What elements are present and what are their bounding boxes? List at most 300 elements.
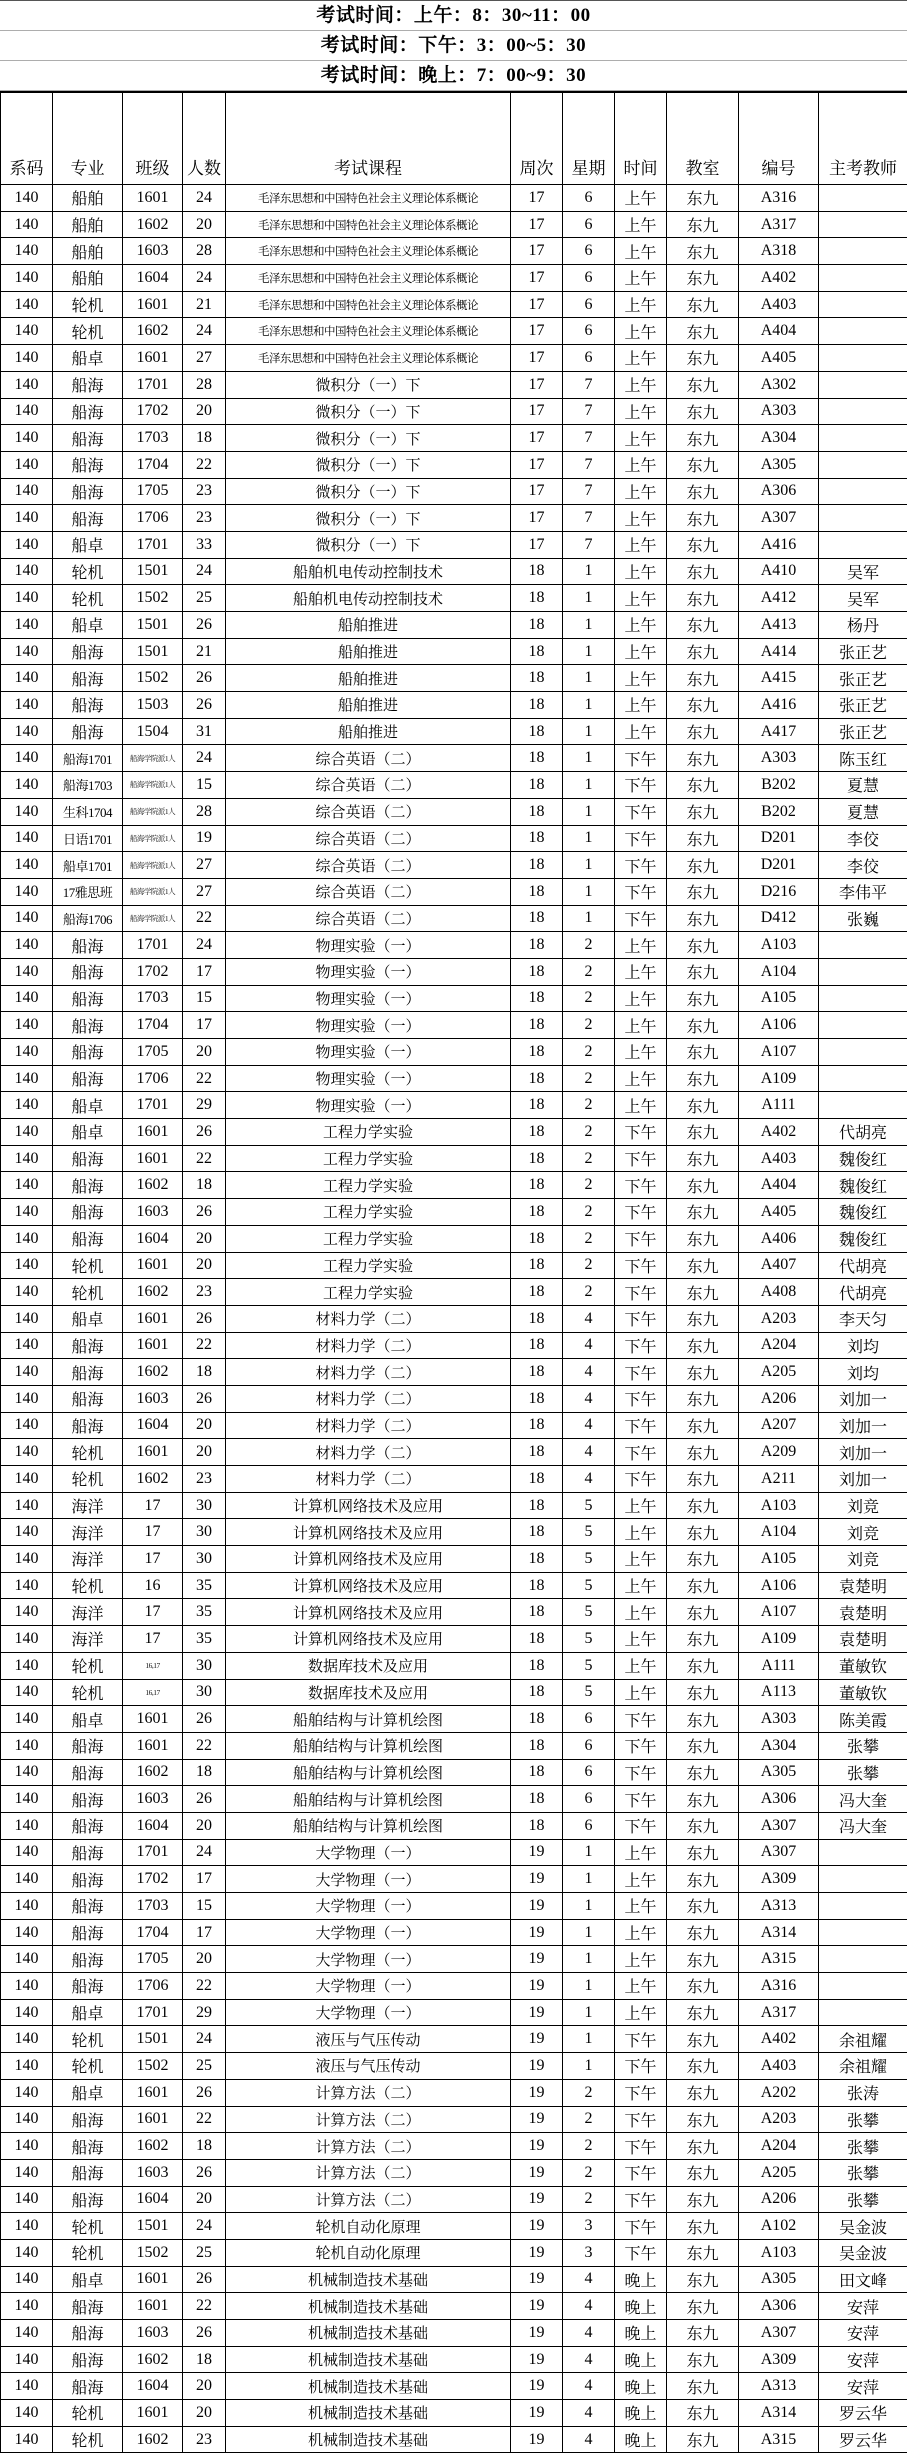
cell-dept-code: 140 [1,1412,53,1439]
cell-class: 1701 [123,1839,183,1866]
cell-time: 上午 [615,318,667,345]
cell-weekday: 5 [563,1519,615,1546]
cell-course: 毛泽东思想和中国特色社会主义理论体系概论 [226,265,511,292]
cell-weekday: 1 [563,692,615,719]
cell-room: 东九 [667,2400,739,2427]
cell-weekday: 7 [563,531,615,558]
cell-room: 东九 [667,798,739,825]
cell-time: 上午 [615,985,667,1012]
cell-teacher: 张攀 [819,2159,907,2186]
table-row [1,238,907,265]
cell-class: 1603 [123,1199,183,1226]
cell-week: 18 [511,1279,563,1306]
cell-week: 18 [511,745,563,772]
cell-time: 下午 [615,1252,667,1279]
cell-weekday: 1 [563,2053,615,2080]
cell-code: A305 [739,1759,819,1786]
cell-week: 18 [511,1439,563,1466]
cell-major: 轮机 [53,2213,123,2240]
cell-major: 船海 [53,425,123,452]
cell-week: 18 [511,1172,563,1199]
cell-time: 晚上 [615,2293,667,2320]
cell-time: 上午 [615,1092,667,1119]
cell-teacher: 魏俊红 [819,1225,907,1252]
cell-major: 船卓 [53,2266,123,2293]
table-row [1,1359,907,1386]
cell-major: 船舶 [53,211,123,238]
cell-weekday: 6 [563,345,615,372]
cell-room: 东九 [667,1412,739,1439]
cell-major: 船海 [53,958,123,985]
cell-code: A105 [739,985,819,1012]
table-row [1,1279,907,1306]
cell-major: 船卓 [53,345,123,372]
cell-dept-code: 140 [1,1519,53,1546]
cell-time: 晚上 [615,2346,667,2373]
cell-room: 东九 [667,1119,739,1146]
cell-week: 18 [511,638,563,665]
cell-course: 材料力学（二） [226,1359,511,1386]
cell-weekday: 2 [563,2079,615,2106]
cell-dept-code: 140 [1,1839,53,1866]
cell-count: 26 [183,692,226,719]
table-row [1,345,907,372]
cell-class: 16,17 [123,1652,183,1679]
cell-code: A104 [739,1519,819,1546]
cell-week: 18 [511,1332,563,1359]
cell-count: 26 [183,2320,226,2347]
cell-room: 东九 [667,1893,739,1920]
cell-code: A207 [739,1412,819,1439]
table-row [1,2346,907,2373]
cell-count: 21 [183,291,226,318]
cell-course: 计算机网络技术及应用 [226,1599,511,1626]
cell-dept-code: 140 [1,478,53,505]
table-row [1,1679,907,1706]
cell-code: A307 [739,2320,819,2347]
cell-major: 船海 [53,1893,123,1920]
cell-course: 船舶推进 [226,638,511,665]
table-row [1,2293,907,2320]
cell-class: 船海学院派1人 [123,798,183,825]
cell-code: A302 [739,371,819,398]
cell-teacher: 刘均 [819,1332,907,1359]
cell-class: 1601 [123,2106,183,2133]
cell-code: A303 [739,745,819,772]
cell-time: 上午 [615,692,667,719]
cell-week: 18 [511,1252,563,1279]
cell-major: 轮机 [53,291,123,318]
cell-dept-code: 140 [1,1866,53,1893]
cell-code: A314 [739,2400,819,2427]
cell-weekday: 4 [563,2293,615,2320]
cell-time: 上午 [615,932,667,959]
cell-count: 23 [183,1279,226,1306]
cell-dept-code: 140 [1,905,53,932]
cell-weekday: 2 [563,985,615,1012]
cell-week: 18 [511,798,563,825]
cell-time: 上午 [615,1866,667,1893]
cell-dept-code: 140 [1,1706,53,1733]
cell-major: 海洋 [53,1546,123,1573]
cell-week: 18 [511,1812,563,1839]
cell-room: 东九 [667,2239,739,2266]
cell-major: 船海 [53,1759,123,1786]
cell-dept-code: 140 [1,798,53,825]
cell-weekday: 1 [563,905,615,932]
cell-weekday: 5 [563,1546,615,1573]
cell-teacher: 李伟平 [819,878,907,905]
cell-weekday: 2 [563,2106,615,2133]
cell-code: A111 [739,1652,819,1679]
cell-count: 33 [183,531,226,558]
cell-class: 17 [123,1599,183,1626]
cell-count: 28 [183,798,226,825]
cell-room: 东九 [667,1999,739,2026]
cell-room: 东九 [667,2079,739,2106]
table-row [1,1412,907,1439]
cell-time: 上午 [615,478,667,505]
cell-class: 1702 [123,1866,183,1893]
cell-count: 30 [183,1652,226,1679]
table-row [1,1812,907,1839]
cell-room: 东九 [667,238,739,265]
cell-course: 工程力学实验 [226,1119,511,1146]
cell-course: 大学物理（一） [226,1946,511,1973]
cell-time: 下午 [615,1359,667,1386]
cell-teacher [819,211,907,238]
cell-teacher: 张攀 [819,2186,907,2213]
cell-teacher: 安萍 [819,2320,907,2347]
cell-dept-code: 140 [1,1546,53,1573]
cell-major: 船卓 [53,1119,123,1146]
cell-count: 20 [183,1039,226,1066]
cell-week: 19 [511,2186,563,2213]
cell-teacher [819,451,907,478]
table-row [1,2266,907,2293]
cell-time: 上午 [615,345,667,372]
cell-week: 18 [511,1012,563,1039]
cell-teacher [819,425,907,452]
cell-weekday: 4 [563,1385,615,1412]
cell-time: 下午 [615,1199,667,1226]
cell-code: A205 [739,1359,819,1386]
table-row [1,905,907,932]
cell-course: 大学物理（一） [226,1866,511,1893]
cell-class: 16,17 [123,1679,183,1706]
cell-major: 船卓 [53,1305,123,1332]
cell-time: 上午 [615,425,667,452]
cell-major: 船海 [53,1946,123,1973]
cell-course: 机械制造技术基础 [226,2426,511,2453]
cell-room: 东九 [667,745,739,772]
table-row [1,665,907,692]
cell-code: A317 [739,211,819,238]
cell-teacher: 张正艺 [819,718,907,745]
cell-week: 19 [511,2133,563,2160]
cell-teacher [819,291,907,318]
column-header-weekday: 星期 [563,92,615,185]
cell-weekday: 5 [563,1626,615,1653]
cell-teacher [819,505,907,532]
cell-week: 18 [511,958,563,985]
cell-class: 1604 [123,1812,183,1839]
cell-teacher: 刘竞 [819,1492,907,1519]
cell-course: 物理实验（一） [226,1039,511,1066]
cell-count: 25 [183,585,226,612]
cell-teacher: 李佼 [819,852,907,879]
cell-room: 东九 [667,1626,739,1653]
cell-dept-code: 140 [1,1572,53,1599]
cell-course: 船舶机电传动控制技术 [226,558,511,585]
cell-course: 大学物理（一） [226,1839,511,1866]
cell-count: 22 [183,1973,226,2000]
cell-room: 东九 [667,772,739,799]
cell-count: 27 [183,878,226,905]
cell-class: 1704 [123,451,183,478]
cell-dept-code: 140 [1,878,53,905]
cell-room: 东九 [667,531,739,558]
cell-weekday: 5 [563,1599,615,1626]
cell-teacher: 袁楚明 [819,1626,907,1653]
cell-room: 东九 [667,1652,739,1679]
cell-dept-code: 140 [1,1439,53,1466]
cell-time: 下午 [615,878,667,905]
cell-room: 东九 [667,1572,739,1599]
cell-class: 1601 [123,185,183,212]
cell-teacher [819,1012,907,1039]
cell-week: 19 [511,2293,563,2320]
cell-count: 23 [183,505,226,532]
cell-weekday: 1 [563,745,615,772]
cell-count: 17 [183,1919,226,1946]
cell-course: 数据库技术及应用 [226,1679,511,1706]
cell-major: 海洋 [53,1492,123,1519]
cell-course: 材料力学（二） [226,1305,511,1332]
table-row [1,1546,907,1573]
table-row [1,1305,907,1332]
cell-class: 1703 [123,1893,183,1920]
cell-week: 19 [511,1973,563,2000]
cell-dept-code: 140 [1,1652,53,1679]
cell-major: 船海 [53,1812,123,1839]
cell-class: 船海学院派1人 [123,825,183,852]
cell-code: A107 [739,1039,819,1066]
cell-time: 上午 [615,211,667,238]
cell-time: 下午 [615,2133,667,2160]
cell-weekday: 6 [563,185,615,212]
cell-weekday: 2 [563,1279,615,1306]
cell-code: A102 [739,2213,819,2240]
cell-time: 下午 [615,852,667,879]
cell-room: 东九 [667,425,739,452]
cell-teacher: 代胡亮 [819,1279,907,1306]
cell-time: 下午 [615,1385,667,1412]
table-row [1,2213,907,2240]
table-row [1,1332,907,1359]
cell-class: 1504 [123,718,183,745]
column-header-code: 编号 [739,92,819,185]
cell-week: 19 [511,2213,563,2240]
table-row [1,1786,907,1813]
cell-count: 18 [183,1359,226,1386]
cell-code: A103 [739,1492,819,1519]
cell-room: 东九 [667,1519,739,1546]
cell-count: 18 [183,1759,226,1786]
cell-class: 1601 [123,1439,183,1466]
cell-weekday: 1 [563,1919,615,1946]
cell-major: 船海 [53,2346,123,2373]
table-row [1,1652,907,1679]
cell-count: 24 [183,2026,226,2053]
cell-time: 晚上 [615,2266,667,2293]
cell-teacher [819,1946,907,1973]
cell-teacher: 张攀 [819,2106,907,2133]
cell-weekday: 6 [563,1732,615,1759]
cell-teacher: 吴军 [819,558,907,585]
column-header-room: 教室 [667,92,739,185]
cell-major: 船海 [53,2106,123,2133]
cell-code: A317 [739,1999,819,2026]
cell-dept-code: 140 [1,2133,53,2160]
column-header-count: 人数 [183,92,226,185]
cell-teacher: 吴军 [819,585,907,612]
cell-week: 18 [511,772,563,799]
cell-class: 1601 [123,1732,183,1759]
cell-dept-code: 140 [1,2426,53,2453]
cell-teacher: 张正艺 [819,692,907,719]
cell-code: A417 [739,718,819,745]
cell-major: 船海 [53,1973,123,2000]
cell-class: 1501 [123,2213,183,2240]
cell-teacher: 代胡亮 [819,1252,907,1279]
cell-week: 19 [511,1919,563,1946]
cell-dept-code: 140 [1,2079,53,2106]
cell-course: 物理实验（一） [226,985,511,1012]
cell-weekday: 2 [563,1012,615,1039]
cell-code: A309 [739,2346,819,2373]
table-row [1,371,907,398]
cell-dept-code: 140 [1,238,53,265]
cell-teacher: 董敏钦 [819,1652,907,1679]
cell-major: 日语1701 [53,825,123,852]
table-row [1,1145,907,1172]
cell-code: A211 [739,1466,819,1493]
cell-teacher [819,932,907,959]
table-row [1,1519,907,1546]
cell-teacher: 刘竞 [819,1519,907,1546]
cell-major: 船海 [53,2133,123,2160]
cell-weekday: 1 [563,1839,615,1866]
cell-code: A306 [739,478,819,505]
cell-course: 毛泽东思想和中国特色社会主义理论体系概论 [226,345,511,372]
cell-dept-code: 140 [1,1919,53,1946]
cell-teacher [819,478,907,505]
cell-major: 船海 [53,1172,123,1199]
cell-dept-code: 140 [1,345,53,372]
cell-major: 船海 [53,2320,123,2347]
cell-class: 1604 [123,2373,183,2400]
cell-teacher: 张攀 [819,2133,907,2160]
table-row [1,1893,907,1920]
column-header-dept-code: 系码 [1,92,53,185]
cell-teacher: 杨丹 [819,612,907,639]
cell-dept-code: 140 [1,1199,53,1226]
cell-weekday: 4 [563,1332,615,1359]
cell-dept-code: 140 [1,2373,53,2400]
cell-class: 1601 [123,1305,183,1332]
cell-weekday: 6 [563,211,615,238]
cell-time: 下午 [615,772,667,799]
cell-teacher [819,985,907,1012]
cell-room: 东九 [667,692,739,719]
cell-week: 18 [511,1519,563,1546]
cell-course: 计算机网络技术及应用 [226,1546,511,1573]
cell-week: 17 [511,451,563,478]
cell-class: 1702 [123,398,183,425]
cell-count: 20 [183,211,226,238]
cell-week: 18 [511,852,563,879]
cell-weekday: 6 [563,1812,615,1839]
cell-teacher [819,1839,907,1866]
cell-time: 上午 [615,371,667,398]
cell-course: 毛泽东思想和中国特色社会主义理论体系概论 [226,291,511,318]
column-header-class: 班级 [123,92,183,185]
cell-dept-code: 140 [1,958,53,985]
cell-course: 材料力学（二） [226,1332,511,1359]
table-row [1,1172,907,1199]
cell-count: 15 [183,772,226,799]
cell-class: 17 [123,1626,183,1653]
cell-major: 船海 [53,985,123,1012]
cell-code: A414 [739,638,819,665]
cell-count: 28 [183,371,226,398]
cell-code: A410 [739,558,819,585]
cell-class: 1706 [123,1973,183,2000]
cell-room: 东九 [667,1866,739,1893]
table-row [1,398,907,425]
cell-week: 18 [511,1492,563,1519]
cell-dept-code: 140 [1,2239,53,2266]
cell-count: 30 [183,1519,226,1546]
cell-week: 19 [511,2239,563,2266]
cell-count: 26 [183,2079,226,2106]
cell-teacher: 李佼 [819,825,907,852]
cell-teacher: 张正艺 [819,665,907,692]
cell-teacher: 董敏钦 [819,1679,907,1706]
cell-teacher [819,265,907,292]
cell-time: 上午 [615,1946,667,1973]
cell-major: 船海 [53,398,123,425]
cell-week: 18 [511,612,563,639]
table-row [1,1492,907,1519]
cell-count: 20 [183,398,226,425]
cell-code: A408 [739,1279,819,1306]
table-row [1,772,907,799]
cell-week: 17 [511,371,563,398]
cell-teacher: 夏慧 [819,798,907,825]
cell-class: 1705 [123,478,183,505]
cell-course: 毛泽东思想和中国特色社会主义理论体系概论 [226,238,511,265]
cell-major: 轮机 [53,2053,123,2080]
cell-major: 船海 [53,1385,123,1412]
cell-course: 大学物理（一） [226,1893,511,1920]
cell-class: 1701 [123,932,183,959]
cell-course: 材料力学（二） [226,1412,511,1439]
cell-code: A406 [739,1225,819,1252]
cell-dept-code: 140 [1,718,53,745]
cell-time: 上午 [615,558,667,585]
